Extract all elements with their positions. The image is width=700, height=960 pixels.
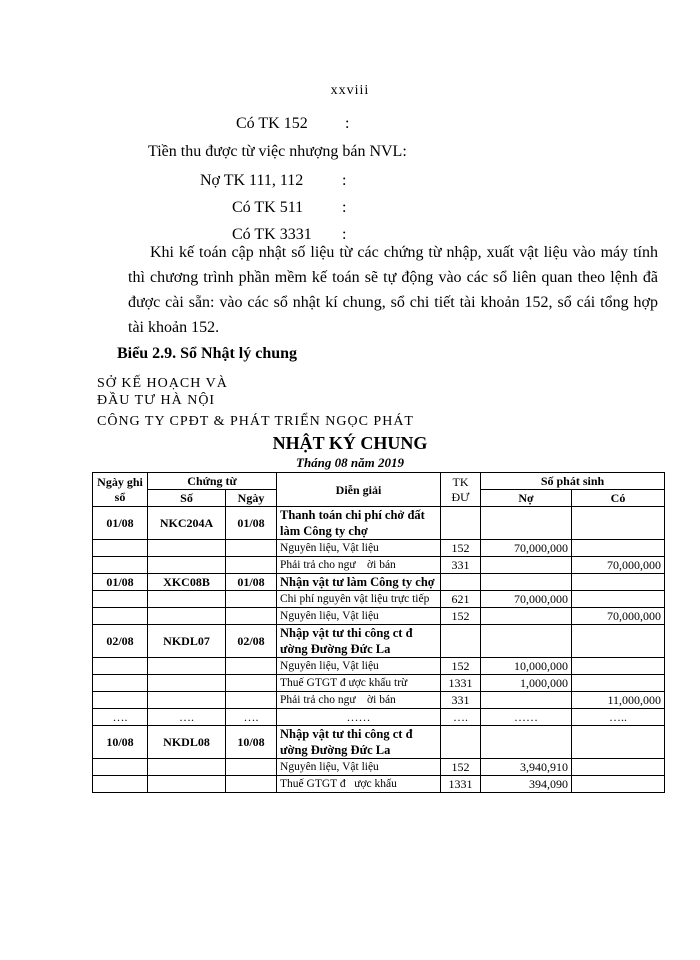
cell-credit <box>572 507 665 540</box>
cell-date: …. <box>93 709 148 726</box>
cell-debit <box>481 608 572 625</box>
table-row <box>93 759 665 776</box>
cell-debit: …… <box>481 709 572 726</box>
cell-credit <box>572 675 665 692</box>
cell-doc-date <box>226 675 277 692</box>
cell-credit: 11,000,000 <box>572 692 665 709</box>
cell-date: 10/08 <box>93 726 148 759</box>
table-row <box>93 557 665 574</box>
cell-account <box>441 574 481 591</box>
cell-date <box>93 658 148 675</box>
cell-account: 152 <box>441 540 481 557</box>
cell-debit: 3,940,910 <box>481 759 572 776</box>
col-header-so-phat-sinh: Số phát sinh <box>481 473 665 490</box>
cell-doc-date <box>226 591 277 608</box>
entry-colon: : <box>342 199 347 216</box>
org-line-1: SỞ KẾ HOẠCH VÀ <box>97 376 228 391</box>
cell-description: Nhập vật tư thi công ct đ ường Đường Đức La <box>277 726 441 759</box>
cell-doc-date: …. <box>226 709 277 726</box>
cell-doc-no <box>148 759 226 776</box>
cell-description: Thanh toán chi phí chở đất làm Công ty chợ <box>277 507 441 540</box>
cell-description: Thuế GTGT đ ược khấu trừ <box>277 675 441 692</box>
cell-doc-no <box>148 658 226 675</box>
cell-doc-date <box>226 658 277 675</box>
cell-doc-date <box>226 759 277 776</box>
col-header-dien-giai: Diễn giải <box>277 473 441 507</box>
cell-credit <box>572 591 665 608</box>
col-header-chung-tu: Chứng từ <box>148 473 277 490</box>
table-row <box>93 574 665 591</box>
cell-doc-no <box>148 540 226 557</box>
cell-account <box>441 625 481 658</box>
cell-doc-no: NKDL07 <box>148 625 226 658</box>
journal-subtitle: Tháng 08 năm 2019 <box>296 455 404 470</box>
table-row <box>93 709 665 726</box>
cell-doc-no <box>148 557 226 574</box>
cell-account: 152 <box>441 759 481 776</box>
col-header-ngay: Ngày <box>226 490 277 507</box>
cell-doc-no: XKC08B <box>148 574 226 591</box>
journal-title: NHẬT KÝ CHUNG <box>272 433 428 453</box>
table-row <box>93 658 665 675</box>
cell-account <box>441 726 481 759</box>
cell-debit <box>481 557 572 574</box>
cell-account: 331 <box>441 557 481 574</box>
cell-date <box>93 591 148 608</box>
cell-debit: 1,000,000 <box>481 675 572 692</box>
entry-colon: : <box>342 226 347 243</box>
cell-debit <box>481 625 572 658</box>
cell-account: 621 <box>441 591 481 608</box>
cell-doc-date: 01/08 <box>226 507 277 540</box>
entry-credit-3331-label: Có TK 3331 <box>232 226 312 243</box>
cell-account: 152 <box>441 608 481 625</box>
col-header-co: Có <box>572 490 665 507</box>
cell-doc-no <box>148 692 226 709</box>
table-row <box>93 540 665 557</box>
cell-date <box>93 692 148 709</box>
cell-description: Nguyên liệu, Vật liệu <box>277 608 441 625</box>
cell-date <box>93 759 148 776</box>
table-row <box>93 675 665 692</box>
cell-debit <box>481 726 572 759</box>
table-row <box>93 776 665 793</box>
cell-date <box>93 608 148 625</box>
table-row <box>93 625 665 658</box>
cell-debit <box>481 574 572 591</box>
cell-doc-no <box>148 608 226 625</box>
general-journal-table <box>92 472 665 793</box>
cell-doc-no <box>148 675 226 692</box>
body-paragraph: Khi kế toán cập nhật số liệu từ các chứng từ nhập, xuất vật liệu vào máy tính thì chương trình phần mềm kế toán sẽ tự động vào các sổ liên quan theo lệnh đã được cài sẵn: vào các sổ nhật kí chung, sổ chi tiết tài khoản 152, sổ cái tổng hợp tài khoản 152. <box>128 244 658 336</box>
table-row <box>93 726 665 759</box>
cell-date <box>93 540 148 557</box>
cell-description: Nguyên liệu, Vật liệu <box>277 658 441 675</box>
cell-date <box>93 557 148 574</box>
cell-date: 02/08 <box>93 625 148 658</box>
cell-description: …… <box>277 709 441 726</box>
org-line-2: ĐẦU TƯ HÀ NỘI <box>97 393 216 408</box>
col-header-tk-du: TK ĐƯ <box>441 473 481 507</box>
cell-credit <box>572 658 665 675</box>
cell-credit: 70,000,000 <box>572 557 665 574</box>
cell-doc-no: NKDL08 <box>148 726 226 759</box>
col-header-no: Nợ <box>481 490 572 507</box>
col-header-so: Số <box>148 490 226 507</box>
cell-description: Chi phí nguyên vật liệu trực tiếp <box>277 591 441 608</box>
cell-date: 01/08 <box>93 507 148 540</box>
cell-account: 331 <box>441 692 481 709</box>
company-name: CÔNG TY CPĐT & PHÁT TRIỂN NGỌC PHÁT <box>97 414 414 429</box>
cell-credit: ….. <box>572 709 665 726</box>
cell-account: …. <box>441 709 481 726</box>
cell-credit: 70,000,000 <box>572 608 665 625</box>
cell-description: Phải trả cho ngư ời bán <box>277 557 441 574</box>
cell-debit: 70,000,000 <box>481 591 572 608</box>
table-row <box>93 608 665 625</box>
cell-account: 1331 <box>441 776 481 793</box>
cell-debit <box>481 692 572 709</box>
cell-debit <box>481 507 572 540</box>
table-row <box>93 507 665 540</box>
cell-credit <box>572 625 665 658</box>
cell-description: Thuế GTGT đ ược khấu <box>277 776 441 793</box>
cell-doc-date <box>226 540 277 557</box>
page-number: xxviii <box>330 83 370 98</box>
cell-account: 1331 <box>441 675 481 692</box>
col-header-ngay-ghi-so: Ngày ghi sổ <box>93 473 148 507</box>
cell-doc-date <box>226 557 277 574</box>
entry-credit-152-label: Có TK 152 <box>236 115 308 132</box>
cell-date <box>93 776 148 793</box>
cell-doc-date: 02/08 <box>226 625 277 658</box>
cell-debit: 70,000,000 <box>481 540 572 557</box>
cell-description: Phải trả cho ngư ời bán <box>277 692 441 709</box>
entry-sale-proceeds-label: Tiền thu được từ việc nhượng bán NVL: <box>148 143 407 160</box>
cell-credit <box>572 726 665 759</box>
cell-doc-date: 10/08 <box>226 726 277 759</box>
cell-description: Nhập vật tư thi công ct đ ường Đường Đức La <box>277 625 441 658</box>
cell-credit <box>572 759 665 776</box>
cell-description: Nhận vật tư làm Công ty chợ <box>277 574 441 591</box>
cell-date <box>93 675 148 692</box>
cell-doc-no: NKC204A <box>148 507 226 540</box>
entry-credit-511-label: Có TK 511 <box>232 199 304 216</box>
figure-caption: Biểu 2.9. Sổ Nhật lý chung <box>117 345 298 362</box>
cell-credit <box>572 540 665 557</box>
cell-debit: 10,000,000 <box>481 658 572 675</box>
entry-colon: : <box>342 172 347 189</box>
cell-description: Nguyên liệu, Vật liệu <box>277 759 441 776</box>
cell-account: 152 <box>441 658 481 675</box>
cell-doc-date: 01/08 <box>226 574 277 591</box>
cell-doc-date <box>226 692 277 709</box>
header-row <box>93 473 665 490</box>
cell-description: Nguyên liệu, Vật liệu <box>277 540 441 557</box>
cell-doc-date <box>226 608 277 625</box>
cell-account <box>441 507 481 540</box>
entry-colon: : <box>345 115 350 132</box>
cell-debit: 394,090 <box>481 776 572 793</box>
entry-debit-111-112-label: Nợ TK 111, 112 <box>200 172 304 189</box>
cell-doc-no <box>148 591 226 608</box>
cell-credit <box>572 776 665 793</box>
cell-doc-no <box>148 776 226 793</box>
cell-date: 01/08 <box>93 574 148 591</box>
cell-doc-date <box>226 776 277 793</box>
table-row <box>93 591 665 608</box>
cell-credit <box>572 574 665 591</box>
cell-doc-no: …. <box>148 709 226 726</box>
table-row <box>93 692 665 709</box>
